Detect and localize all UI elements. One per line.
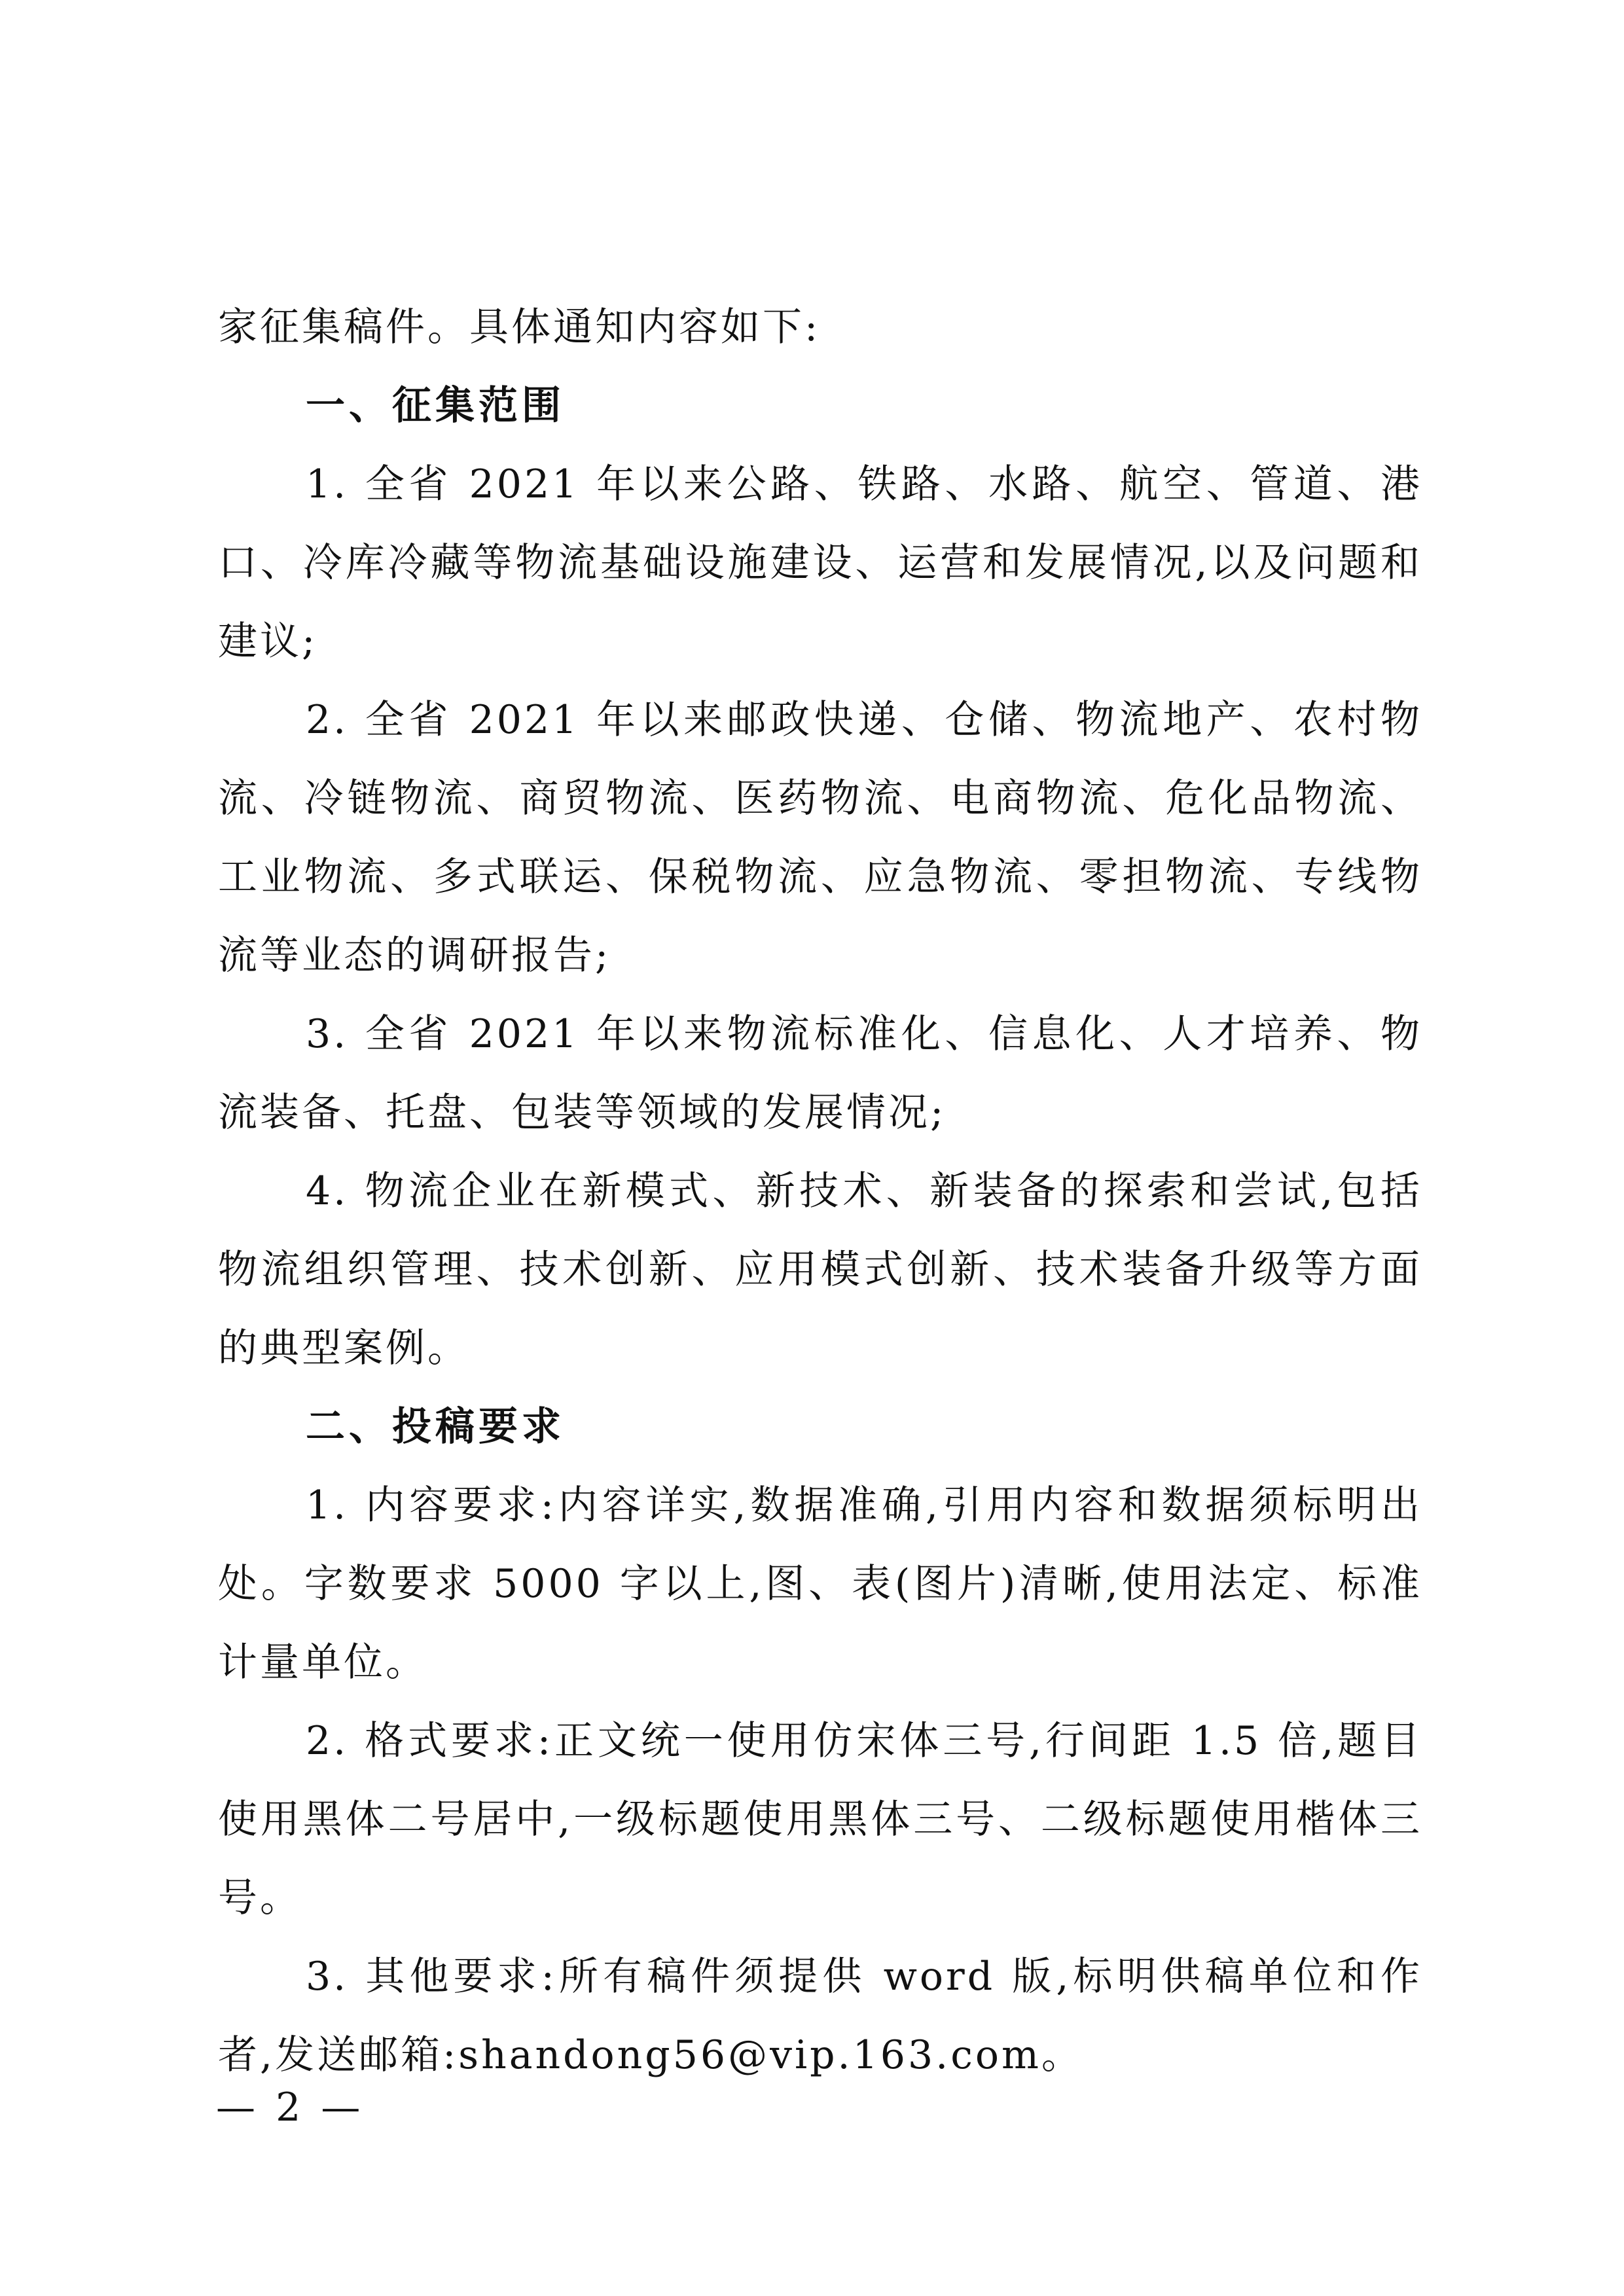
scope-item-4: 4. 物流企业在新模式、新技术、新装备的探索和尝试,包括物流组织管理、技术创新、应用模式创新、技术装备升级等方面的典型案例。	[218, 1168, 1422, 1371]
intro-line: 家征集稿件。具体通知内容如下:	[218, 304, 821, 350]
requirement-item-1: 1. 内容要求:内容详实,数据准确,引用内容和数据须标明出处。字数要求 5000 字以上,图、表(图片)清晰,使用法定、标准计量单位。	[218, 1482, 1422, 1685]
page-number: — 2 —	[216, 2085, 365, 2130]
requirement-item-3: 3. 其他要求:所有稿件须提供 word 版,标明供稿单位和作者,发送邮箱:shandong56@vip.163.com。	[218, 1954, 1422, 2078]
section-heading-submission-requirements: 二、投稿要求	[306, 1404, 565, 1450]
document-body	[218, 288, 1422, 2094]
scope-item-2: 2. 全省 2021 年以来邮政快递、仓储、物流地产、农村物流、冷链物流、商贸物流、医药物流、电商物流、危化品物流、工业物流、多式联运、保税物流、应急物流、零担物流、专线物流等业态的调研报告;	[218, 697, 1422, 978]
requirement-item-2: 2. 格式要求:正文统一使用仿宋体三号,行间距 1.5 倍,题目使用黑体二号居中,一级标题使用黑体三号、二级标题使用楷体三号。	[218, 1718, 1422, 1921]
section-heading-collection-scope: 一、征集范围	[306, 383, 565, 429]
scope-item-1: 1. 全省 2021 年以来公路、铁路、水路、航空、管道、港口、冷库冷藏等物流基础设施建设、运营和发展情况,以及问题和建议;	[218, 461, 1422, 664]
scope-item-3: 3. 全省 2021 年以来物流标准化、信息化、人才培养、物流装备、托盘、包装等领域的发展情况;	[218, 1011, 1422, 1136]
